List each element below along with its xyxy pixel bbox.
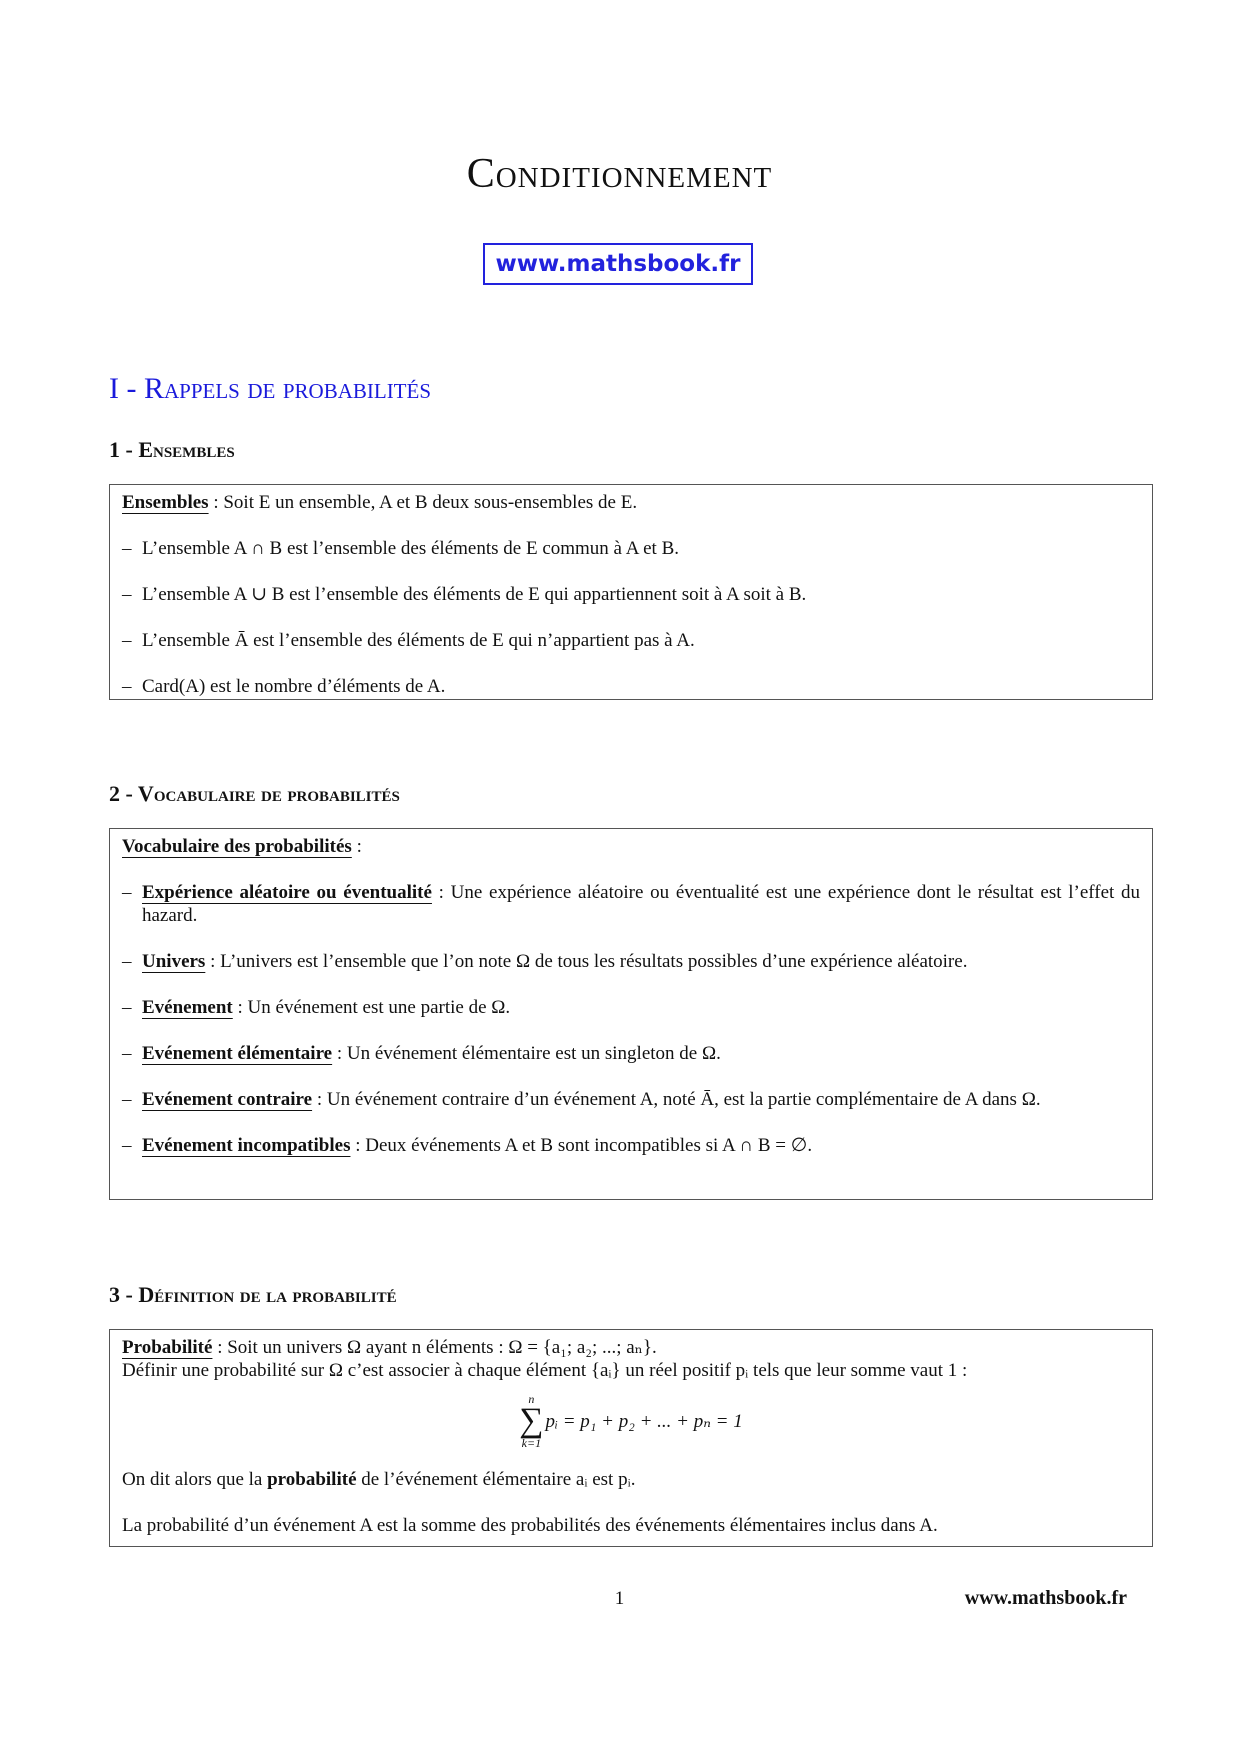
definition-box-vocabulaire bbox=[109, 828, 1153, 1200]
heading-label: Probabilité bbox=[122, 1337, 213, 1358]
list-item: – Card(A) est le nombre d’éléments de A. bbox=[122, 676, 446, 697]
definition-line: Définir une probabilité sur Ω c’est associer à chaque élément {aᵢ} un réel positif pᵢ tels que leur somme vaut 1 : bbox=[122, 1360, 968, 1381]
dash-bullet: – bbox=[122, 538, 132, 559]
site-link-box[interactable]: www.mathsbook.fr bbox=[483, 243, 753, 285]
list-item: – Evénement élémentaire : Un événement élémentaire est un singleton de Ω. bbox=[122, 1043, 721, 1064]
probability-line: On dit alors que la probabilité de l’événement élémentaire aᵢ est pᵢ. bbox=[122, 1469, 636, 1490]
list-item: – L’ensemble Ā est l’ensemble des éléments de E qui n’appartient pas à A. bbox=[122, 630, 695, 651]
formula-body: pᵢ = p₁ + p₂ + ... + pₙ = 1 bbox=[545, 1410, 743, 1432]
definition-box-ensembles bbox=[109, 484, 1153, 700]
event-probability-line: La probabilité d’un événement A est la somme des probabilités des événements élémentaires inclus dans A. bbox=[122, 1515, 938, 1536]
dash-bullet: – bbox=[122, 1135, 132, 1156]
page-title: Conditionnement bbox=[466, 151, 773, 197]
section-title: I - Rappels de probabilités bbox=[109, 372, 432, 405]
box-heading bbox=[122, 835, 1140, 858]
term-label: Evénement élémentaire bbox=[142, 1043, 333, 1064]
sum-formula bbox=[122, 1392, 1140, 1450]
footer-site: www.mathsbook.fr bbox=[964, 1587, 1127, 1609]
term-label: Evénement contraire bbox=[142, 1089, 313, 1110]
dash-bullet: – bbox=[122, 630, 132, 651]
box-heading bbox=[122, 491, 1140, 514]
dash-bullet: – bbox=[122, 1043, 132, 1064]
box-heading bbox=[122, 1336, 1140, 1359]
subsection-title-definition: 3 - Définition de la probabilité bbox=[109, 1282, 397, 1307]
dash-bullet: – bbox=[122, 882, 132, 903]
term-label: Expérience aléatoire ou éventualité bbox=[142, 882, 432, 903]
list-item: – Evénement contraire : Un événement contraire d’un événement A, noté Ā, est la partie complémentaire de A dans Ω. bbox=[122, 1089, 1041, 1110]
term-label: Evénement incompatibles bbox=[142, 1135, 351, 1156]
page-number: 1 bbox=[614, 1588, 625, 1609]
subsection-title-vocabulaire: 2 - Vocabulaire de probabilités bbox=[109, 781, 400, 806]
dash-bullet: – bbox=[122, 997, 132, 1018]
list-item: – Evénement : Un événement est une partie de Ω. bbox=[122, 997, 511, 1018]
list-item: – L’ensemble A ∩ B est l’ensemble des éléments de E commun à A et B. bbox=[122, 538, 680, 559]
heading-text: : bbox=[351, 836, 362, 857]
term-label: Evénement bbox=[142, 997, 233, 1018]
subsection-title-ensembles: 1 - Ensembles bbox=[109, 437, 235, 462]
heading-label: Ensembles bbox=[122, 492, 209, 513]
sigma-symbol: n ∑ k=1 bbox=[519, 1392, 544, 1450]
heading-text: : Soit E un ensemble, A et B deux sous-ensembles de E. bbox=[208, 492, 638, 513]
heading-text: : Soit un univers Ω ayant n éléments : Ω = {a₁; a₂; ...; aₙ}. bbox=[212, 1337, 657, 1358]
list-item: – L’ensemble A ∪ B est l’ensemble des éléments de E qui appartiennent soit à A soit à B. bbox=[122, 584, 807, 605]
list-item: – Evénement incompatibles : Deux événements A et B sont incompatibles si A ∩ B = ∅. bbox=[122, 1135, 813, 1156]
dash-bullet: – bbox=[122, 676, 132, 697]
term-label: Univers bbox=[142, 951, 206, 972]
definition-box-probabilite bbox=[109, 1329, 1153, 1547]
dash-bullet: – bbox=[122, 584, 132, 605]
list-item: – Expérience aléatoire ou éventualité : Une expérience aléatoire ou éventualité est une expérience dont le résultat est l’effet du hazard. bbox=[122, 882, 1140, 926]
dash-bullet: – bbox=[122, 951, 132, 972]
list-item: – Univers : L’univers est l’ensemble que l’on note Ω de tous les résultats possibles d’une expérience aléatoire. bbox=[122, 951, 968, 972]
heading-label: Vocabulaire des probabilités bbox=[122, 836, 352, 857]
dash-bullet: – bbox=[122, 1089, 132, 1110]
